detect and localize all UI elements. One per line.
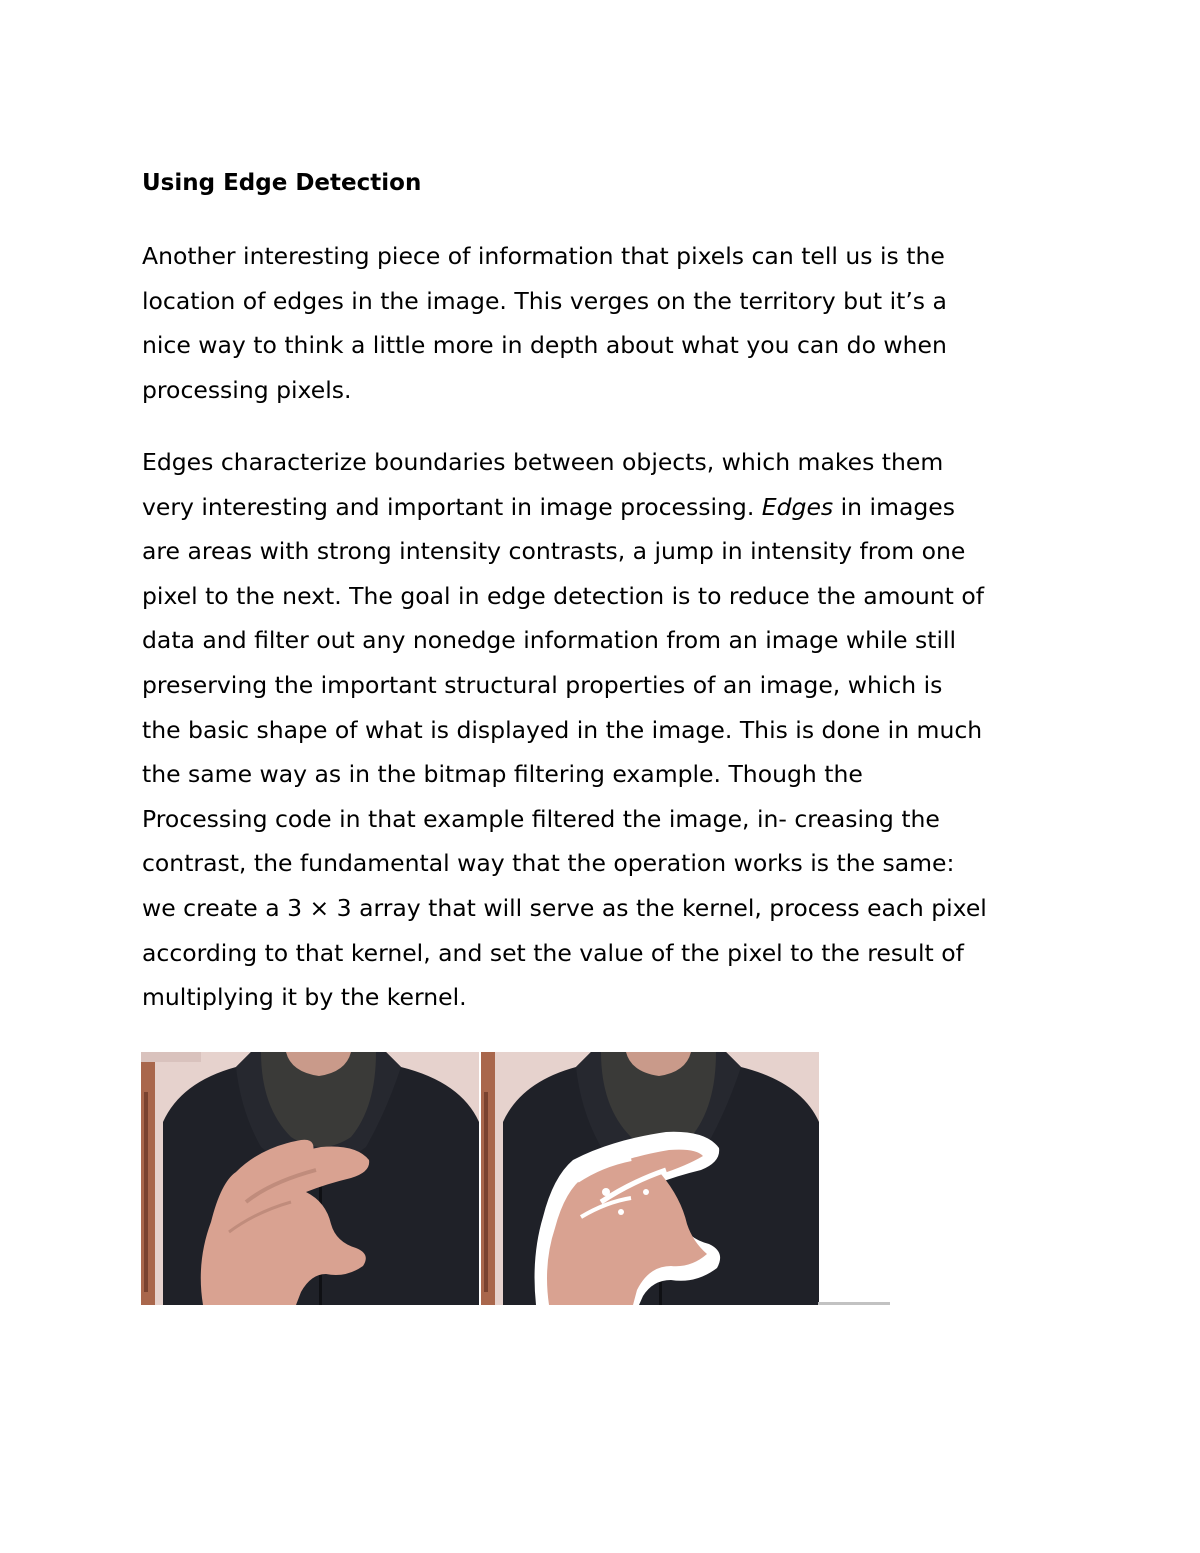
figure-underline — [818, 1302, 890, 1305]
text-line: are areas with strong intensity contrasts, a jump in intensity from one — [142, 537, 966, 566]
text-line: Another interesting piece of information that pixels can tell us is the — [142, 242, 945, 270]
text-line: location of edges in the image. This verges on the territory but it’s a — [142, 286, 947, 315]
text-line: the basic shape of what is displayed in the image. This is done in much — [142, 715, 983, 744]
text-run: very interesting and important in image processing. — [142, 492, 762, 521]
section-heading: Using Edge Detection — [142, 170, 422, 196]
text-line: data and filter out any nonedge information from an image while still — [142, 626, 957, 655]
edge-detected-photo — [481, 1052, 819, 1305]
emphasis-term: Edges — [761, 492, 834, 521]
text-line: according to that kernel, and set the value of the pixel to the result of — [142, 938, 964, 967]
text-line: processing pixels. — [142, 375, 352, 404]
text-line: preserving the important structural properties of an image, which is — [142, 670, 943, 699]
text-line: pixel to the next. The goal in edge detection is to reduce the amount of — [142, 581, 985, 610]
text-line: multiplying it by the kernel. — [142, 983, 467, 1012]
paragraph-edges — [142, 440, 1082, 1020]
text-run: in images — [833, 492, 955, 521]
text-line: nice way to think a little more in depth about what you can do when — [142, 331, 947, 360]
text-line: contrast, the fundamental way that the operation works is the same: — [142, 849, 955, 878]
paragraph-intro — [142, 234, 1082, 412]
text-line — [142, 485, 1082, 530]
original-photo — [141, 1052, 479, 1305]
text-line: we create a 3 × 3 array that will serve as the kernel, process each pixel — [142, 893, 987, 922]
text-line: Edges characterize boundaries between objects, which makes them — [142, 448, 944, 476]
text-line: Processing code in that example filtered the image, in- creasing the — [142, 804, 940, 833]
edge-detection-figure — [141, 1052, 819, 1305]
text-line: the same way as in the bitmap filtering example. Though the — [142, 760, 863, 789]
